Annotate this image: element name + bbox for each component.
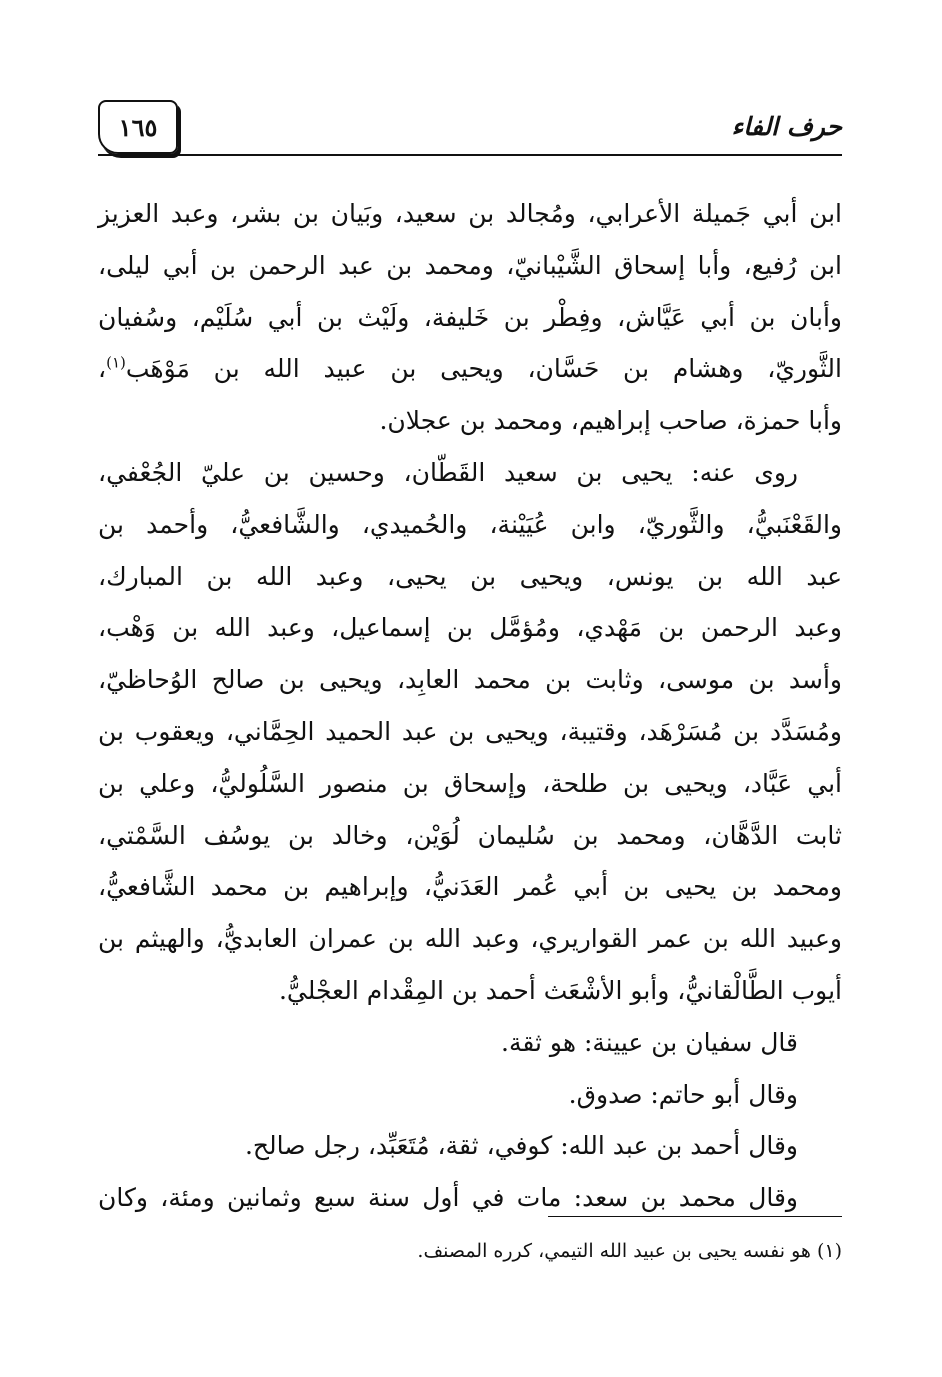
quote-line: وقال محمد بن سعد: مات في أول سنة سبع وثمانين ومئة، وكان — [98, 1183, 798, 1213]
quote-line: وقال أبو حاتم: صدوق. — [568, 1079, 798, 1109]
text-line: ومحمد بن يحيى بن أبي عُمر العَدَنيُّ، وإبراهيم بن محمد الشَّافعيُّ، — [98, 872, 842, 902]
header-rule — [98, 154, 842, 156]
text-line: وعبد الرحمن بن مَهْدي، ومُؤمَّل بن إسماعيل، وعبد الله بن وَهْب، — [98, 613, 842, 643]
text-line: وأبان بن أبي عَيَّاش، وفِطْر بن خَليفة، ولَيْث بن أبي سُلَيْم، وسُفيان — [98, 302, 842, 332]
text-segment: ، — [98, 354, 107, 384]
text-line: روى عنه: يحيى بن سعيد القَطّان، وحسين بن عليّ الجُعْفي، — [98, 457, 798, 487]
page-number: ١٦٥ — [98, 100, 178, 154]
quote-line: وقال أحمد بن عبد الله: كوفي، ثقة، مُتَعَبِّد، رجل صالح. — [244, 1131, 798, 1161]
text-line-with-footnote-ref — [98, 343, 842, 395]
text-line: وأبا حمزة، صاحب إبراهيم، ومحمد بن عجلان. — [379, 406, 842, 436]
text-line: وعبيد الله بن عمر القواريري، وعبد الله بن عمران العابديُّ، والهيثم بن — [98, 924, 842, 954]
text-line: ومُسَدَّد بن مُسَرْهَد، وقتيبة، ويحيى بن عبد الحميد الحِمَّاني، ويعقوب بن — [98, 716, 842, 746]
text-line: والقَعْنَبيُّ، والثَّوريّ، وابن عُيَيْنة، والحُميدي، والشَّافعيُّ، وأحمد بن — [98, 509, 842, 539]
footnote: (١) هو نفسه يحيى بن عبيد الله التيمي، كرره المصنف. — [417, 1240, 842, 1262]
text-line: وأسد بن موسى، وثابت بن محمد العابِد، ويحيى بن صالح الوُحاظيّ، — [98, 665, 842, 695]
running-title: حرف الفاء — [731, 112, 842, 141]
text-line: ثابت الدَّهَّان، ومحمد بن سُليمان لُوَيْن، وخالد بن يوسُف السَّمْتي، — [98, 820, 842, 850]
text-line: عبد الله بن يونس، ويحيى بن يحيى، وعبد الله بن المبارك، — [98, 561, 842, 591]
text-line: أيوب الطَّالْقانيُّ، وأبو الأشْعَث أحمد بن المِقْدام العجْليُّ. — [278, 975, 842, 1005]
text-line: ابن أبي جَميلة الأعرابي، ومُجالد بن سعيد، وبَيان بن بشر، وعبد العزيز — [98, 199, 842, 228]
main-text — [98, 188, 842, 1224]
page-header — [98, 100, 842, 158]
text-line: ابن رُفيع، وأبا إسحاق الشَّيْبانيّ، ومحمد بن عبد الرحمن بن أبي ليلى، — [98, 250, 842, 280]
footnote-reference: (١) — [106, 354, 126, 373]
text-segment: الثَّوريّ، وهشام بن حَسَّان، ويحيى بن عبيد الله بن مَوْهَب — [125, 354, 842, 384]
quote-line: قال سفيان بن عيينة: هو ثقة. — [501, 1027, 798, 1057]
footnote-separator — [548, 1216, 842, 1217]
text-line: أبي عَبَّاد، ويحيى بن طلحة، وإسحاق بن منصور السَّلُوليُّ، وعلي بن — [98, 768, 842, 798]
